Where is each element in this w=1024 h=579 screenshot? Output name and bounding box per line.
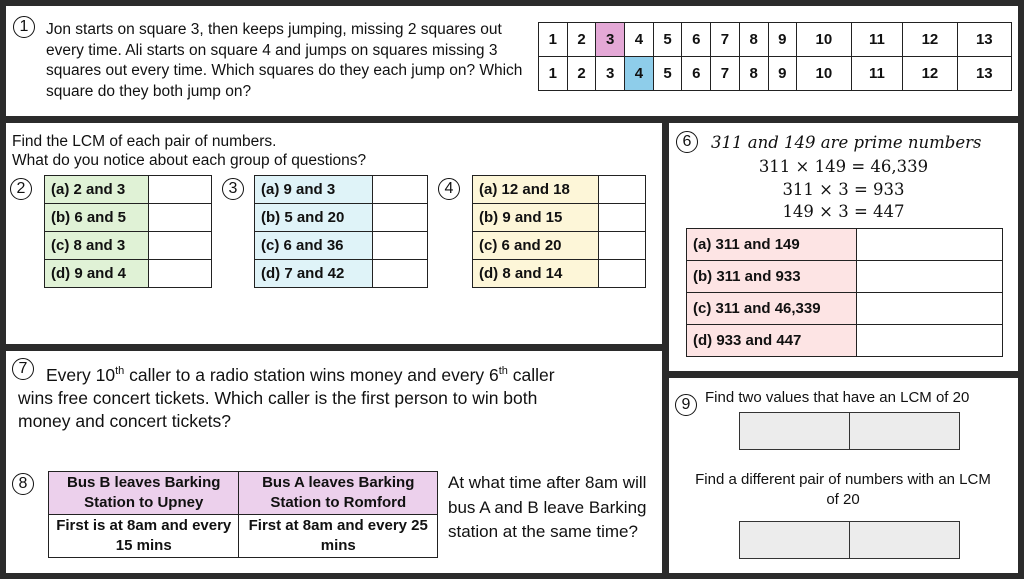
answer-box[interactable] bbox=[740, 413, 850, 449]
bus-b-schedule: First is at 8am and every 15 mins bbox=[49, 515, 239, 558]
grid-cell: 12 bbox=[903, 57, 957, 91]
answer-cell[interactable] bbox=[857, 325, 1003, 357]
answer-box[interactable] bbox=[850, 413, 959, 449]
answer-cell[interactable] bbox=[599, 260, 646, 288]
lcm-subheading: What do you notice about each group of questions? bbox=[12, 152, 367, 169]
answer-cell[interactable] bbox=[599, 176, 646, 204]
grid-cell: 10 bbox=[797, 23, 851, 57]
grid-cell: 9 bbox=[768, 23, 797, 57]
answer-cell[interactable] bbox=[599, 204, 646, 232]
bus-a-schedule: First at 8am and every 25 mins bbox=[239, 515, 438, 558]
grid-cell: 10 bbox=[797, 57, 851, 91]
fact-line: 311 × 149 = 46,339 bbox=[758, 157, 929, 176]
answer-box[interactable] bbox=[850, 522, 959, 558]
lcm-question-label: (b) 9 and 15 bbox=[473, 204, 599, 232]
lcm-question-label: (a) 12 and 18 bbox=[473, 176, 599, 204]
question-7-8-panel bbox=[6, 351, 662, 573]
answer-cell[interactable] bbox=[857, 229, 1003, 261]
lcm-question-label: (c) 6 and 20 bbox=[473, 232, 599, 260]
prime-statement: 311 and 149 are prime numbers bbox=[711, 133, 982, 152]
q7-line1-b: caller to a radio station wins money and every 6 bbox=[124, 364, 499, 385]
number-grid bbox=[538, 22, 1012, 91]
answer-cell[interactable] bbox=[149, 260, 212, 288]
answer-cell[interactable] bbox=[373, 204, 428, 232]
lcm-question-label: (d) 7 and 42 bbox=[255, 260, 373, 288]
bus-a-header: Bus A leaves Barking Station to Romford bbox=[239, 472, 438, 515]
grid-cell: 9 bbox=[768, 57, 797, 91]
grid-cell: 3 bbox=[596, 23, 625, 57]
q6-question-label: (d) 933 and 447 bbox=[687, 325, 857, 357]
question-9-prompt: Find two values that have an LCM of 20 bbox=[705, 389, 970, 406]
question-1-panel bbox=[6, 6, 1018, 116]
question-7-text bbox=[18, 360, 658, 433]
answer-cell[interactable] bbox=[149, 232, 212, 260]
grid-cell: 2 bbox=[567, 23, 596, 57]
lcm-heading: Find the LCM of each pair of numbers. bbox=[12, 133, 277, 150]
lcm-question-label: (a) 2 and 3 bbox=[45, 176, 149, 204]
number-grid-row-ali bbox=[539, 57, 1012, 91]
q6-question-label: (c) 311 and 46,339 bbox=[687, 293, 857, 325]
lcm-question-label: (b) 5 and 20 bbox=[255, 204, 373, 232]
lcm-panel bbox=[6, 123, 662, 344]
q7-sup1: th bbox=[115, 365, 125, 377]
grid-cell: 13 bbox=[957, 23, 1011, 57]
answer-cell[interactable] bbox=[149, 176, 212, 204]
answer-cell[interactable] bbox=[373, 176, 428, 204]
grid-cell: 6 bbox=[682, 23, 711, 57]
grid-cell: 6 bbox=[682, 57, 711, 91]
q7-line3: money and concert tickets? bbox=[18, 410, 232, 431]
bus-table bbox=[48, 471, 438, 558]
lcm-question-label: (c) 6 and 36 bbox=[255, 232, 373, 260]
lcm-group-table bbox=[254, 175, 428, 288]
facts-list bbox=[669, 156, 1018, 224]
lcm-question-label: (d) 8 and 14 bbox=[473, 260, 599, 288]
answer-cell[interactable] bbox=[149, 204, 212, 232]
grid-cell: 11 bbox=[851, 57, 903, 91]
grid-cell: 5 bbox=[653, 23, 682, 57]
q6-question-label: (b) 311 and 933 bbox=[687, 261, 857, 293]
fact-line: 311 × 3 = 933 bbox=[782, 179, 905, 199]
grid-cell: 2 bbox=[567, 57, 596, 91]
number-grid-row-jon bbox=[539, 23, 1012, 57]
question-number-badge: 7 bbox=[12, 358, 34, 380]
grid-cell: 13 bbox=[957, 57, 1011, 91]
q7-line1-a: Every 10 bbox=[46, 364, 116, 385]
lcm-group-table bbox=[472, 175, 646, 288]
question-number-badge: 9 bbox=[675, 394, 697, 416]
question-number-badge: 8 bbox=[12, 473, 34, 495]
grid-cell: 4 bbox=[625, 23, 654, 57]
question-1-text: Jon starts on square 3, then keeps jumping, missing 2 squares out every time. Ali starts on square 4 and jumps on squares missing 3 squares out every time. Which squares do they each jump on? Which square do they both jump on? bbox=[46, 21, 523, 100]
question-6-panel bbox=[669, 123, 1018, 371]
answer-box[interactable] bbox=[740, 522, 850, 558]
fact-line: 149 × 3 = 447 bbox=[782, 202, 905, 221]
grid-cell: 4 bbox=[625, 57, 654, 91]
grid-cell: 5 bbox=[653, 57, 682, 91]
question-9-prompt-2: Find a different pair of numbers with an LCM of 20 bbox=[695, 471, 991, 508]
answer-box-pair-1 bbox=[739, 412, 960, 450]
question-number-badge: 1 bbox=[13, 16, 35, 38]
q6-answer-table bbox=[686, 228, 1003, 357]
grid-cell: 3 bbox=[596, 57, 625, 91]
q6-question-label: (a) 311 and 149 bbox=[687, 229, 857, 261]
question-number-badge: 6 bbox=[676, 131, 698, 153]
bus-b-header: Bus B leaves Barking Station to Upney bbox=[49, 472, 239, 515]
question-number-badge: 2 bbox=[10, 178, 32, 200]
q7-sup2: th bbox=[498, 365, 508, 377]
answer-box-pair-2 bbox=[739, 521, 960, 559]
grid-cell: 7 bbox=[711, 57, 740, 91]
question-number-badge: 3 bbox=[222, 178, 244, 200]
answer-cell[interactable] bbox=[857, 293, 1003, 325]
grid-cell: 1 bbox=[539, 23, 568, 57]
grid-cell: 7 bbox=[711, 23, 740, 57]
lcm-question-label: (b) 6 and 5 bbox=[45, 204, 149, 232]
answer-cell[interactable] bbox=[599, 232, 646, 260]
question-8-text: At what time after 8am will bus A and B leave Barking station at the same time? bbox=[448, 473, 647, 541]
answer-cell[interactable] bbox=[857, 261, 1003, 293]
lcm-group-table bbox=[44, 175, 212, 288]
lcm-question-label: (d) 9 and 4 bbox=[45, 260, 149, 288]
answer-cell[interactable] bbox=[373, 232, 428, 260]
q7-line2: wins free concert tickets. Which caller is the first person to win both bbox=[18, 387, 538, 408]
lcm-question-label: (a) 9 and 3 bbox=[255, 176, 373, 204]
lcm-question-label: (c) 8 and 3 bbox=[45, 232, 149, 260]
grid-cell: 1 bbox=[539, 57, 568, 91]
grid-cell: 8 bbox=[739, 57, 768, 91]
grid-cell: 8 bbox=[739, 23, 768, 57]
question-number-badge: 4 bbox=[438, 178, 460, 200]
question-9-panel bbox=[669, 378, 1018, 573]
grid-cell: 12 bbox=[903, 23, 957, 57]
grid-cell: 11 bbox=[851, 23, 903, 57]
answer-cell[interactable] bbox=[373, 260, 428, 288]
q7-line1-c: caller bbox=[507, 364, 555, 385]
